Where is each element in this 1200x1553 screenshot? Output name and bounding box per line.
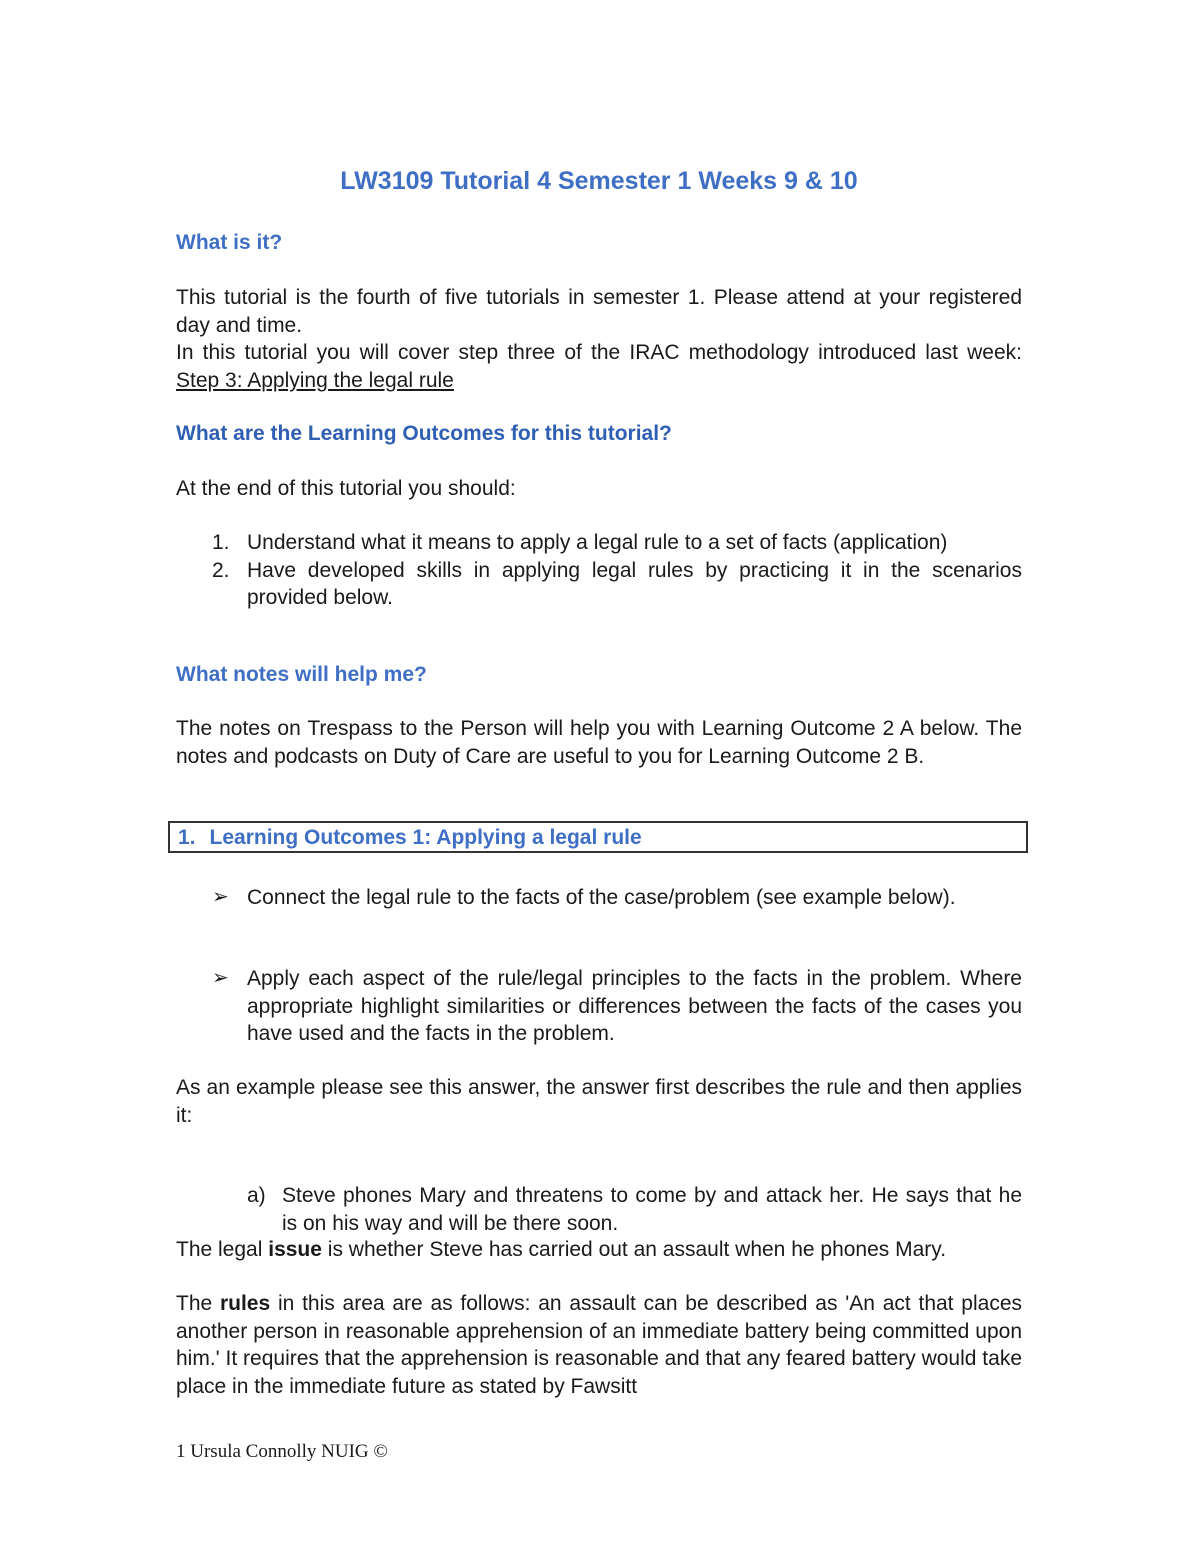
irac-paragraph-lead: In this tutorial you will cover step three of the IRAC methodology introduced last week: [176,341,1022,364]
scenario-marker: a) [247,1184,266,1207]
notes-paragraph: The notes on Trespass to the Person will help you with Learning Outcome 2 A below. The notes and podcasts on Duty of Care are useful to you for Learning Outcome 2 B. [176,717,1022,768]
list-item-text: Understand what it means to apply a legal rule to a set of facts (application) [247,531,948,554]
page-footer: 1 Ursula Connolly NUIG © [176,1441,388,1462]
issue-pre: The legal [176,1238,269,1261]
document-title: LW3109 Tutorial 4 Semester 1 Weeks 9 & 10 [340,167,858,195]
learning-outcome-title: Learning Outcomes 1: Applying a legal rule [209,826,642,849]
rules-post: in this area are as follows: an assault can be described as 'An act that places another person in reasonable apprehension of an immediate battery being committed upon him.' It requires that the apprehension is reasonable and that any feared battery would take place in the immediate future as stated by Fawsitt [176,1292,1022,1398]
step3-link[interactable]: Step 3: Applying the legal rule [176,368,454,392]
arrow-bullet-icon: ➢ [212,967,229,989]
list-marker: 2. [212,558,230,582]
issue-post: is whether Steve has carried out an assault when he phones Mary. [321,1238,947,1261]
outcomes-intro: At the end of this tutorial you should: [176,477,516,500]
example-intro: As an example please see this answer, the answer first describes the rule and then applies it: [176,1076,1022,1127]
bullet-text: Apply each aspect of the rule/legal principles to the facts in the problem. Where appropriate highlight similarities or differences between the facts of the cases you have used and the facts in the problem. [247,967,1022,1045]
learning-outcome-box [168,821,1028,853]
list-item-text: Have developed skills in applying legal rules by practicing it in the scenarios provided below. [247,558,1022,609]
heading-notes: What notes will help me? [176,663,427,686]
learning-outcome-number: 1. [178,826,196,849]
bullet-text: Connect the legal rule to the facts of the case/problem (see example below). [247,886,956,909]
bullet-item [176,884,1022,912]
scenario-text: Steve phones Mary and threatens to come by and attack her. He says that he is on his way and will be there soon. [282,1184,1022,1235]
list-marker: 1. [212,531,230,554]
heading-learning-outcomes: What are the Learning Outcomes for this tutorial? [176,422,672,445]
learning-outcome-heading [178,824,642,852]
list-item [176,557,1022,612]
list-item [176,529,1022,557]
heading-what-is-it: What is it? [176,231,283,254]
arrow-bullet-icon: ➢ [212,886,229,908]
issue-paragraph [176,1236,1022,1264]
rules-paragraph [176,1290,1022,1400]
rules-pre: The [176,1292,220,1315]
outcomes-list [176,529,1022,612]
intro-paragraph: This tutorial is the fourth of five tutorials in semester 1. Please attend at your registered day and time. [176,286,1022,337]
bullet-item [176,965,1022,1048]
scenario-item [176,1182,1022,1237]
issue-bold: issue [268,1238,322,1261]
rules-bold: rules [219,1292,271,1315]
irac-paragraph [176,339,1022,394]
